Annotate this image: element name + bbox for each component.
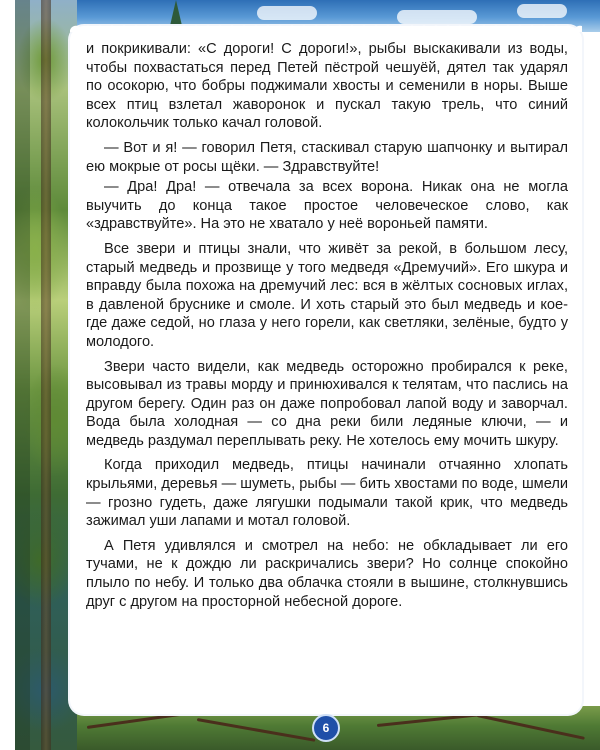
paragraph: А Петя удивлялся и смотрел на небо: не обкладывает ли его тучами, не к дождю ли раскричались звери? Но солнце спокойно плыло по небу. И только два облачка стояли в вышине, столкнувшись друг с другом на просторной небесной дороге. xyxy=(86,537,568,610)
story-text xyxy=(86,40,568,617)
page-left-edge xyxy=(0,0,15,750)
paragraph: Звери часто видели, как медведь осторожно пробирался к реке, высовывал из травы морду и принюхивался к телятам, что паслись на другом берегу. Один раз он даже попробовал лапой воду и заворчал. Вода была холодная — со дна реки били ледяные ключи, — и медведь раздумал переплывать реку. Не хотелось ему мочить шкуру. xyxy=(86,358,568,449)
paragraph: Когда приходил медведь, птицы начинали отчаянно хлопать крыльями, деревья — шуметь, рыбы — бить хвостами по воде, шмели — грозно гудеть, даже лягушки подымали такой крик, что медведь зажимал уши лапами и мотал головой. xyxy=(86,457,568,530)
illustration-shade xyxy=(15,0,30,750)
paragraph: и покрикивали: «С дороги! С дороги!», рыбы выскакивали из воды, чтобы похвастаться перед Петей пёстрой чешуёй, дятел так ударял по осокорю, что бобры поджимали хвосты и семенили в норы. Выше всех птиц взлетал жаворонок и пускал такую трель, что синий колокольчик только качал головой. xyxy=(86,41,568,132)
branch xyxy=(197,718,316,742)
page-number-badge: 6 xyxy=(312,714,340,742)
paragraph: — Дра! Дра! — отвечала за всех ворона. Никак она не могла выучить до конца такое простое человеческое слово, как «здравствуйте». На это не хватало у неё вороньей памяти. xyxy=(86,179,568,233)
cloud xyxy=(257,6,317,20)
paragraph: Все звери и птицы знали, что живёт за рекой, в большом лесу, старый медведь и прозвище у того медведя «Дремучий». Его шкура и вправду была похожа на дремучий лес: вся в жёлтых сосновых иглах, в давленой бруснике и смоле. И хоть старый это был медведь и кое-где даже седой, но глаза у него горели, как светляки, зелёные, будто у молодого. xyxy=(86,240,568,350)
paragraph: — Вот и я! — говорил Петя, стаскивал старую шапчонку и вытирал ею мокрые от росы щёки. — Здравствуйте! xyxy=(86,139,568,175)
cloud xyxy=(517,4,567,18)
frame-scallop xyxy=(70,22,582,32)
tree-trunk xyxy=(41,0,51,750)
branch xyxy=(477,714,585,740)
forest-illustration-left xyxy=(15,0,77,750)
